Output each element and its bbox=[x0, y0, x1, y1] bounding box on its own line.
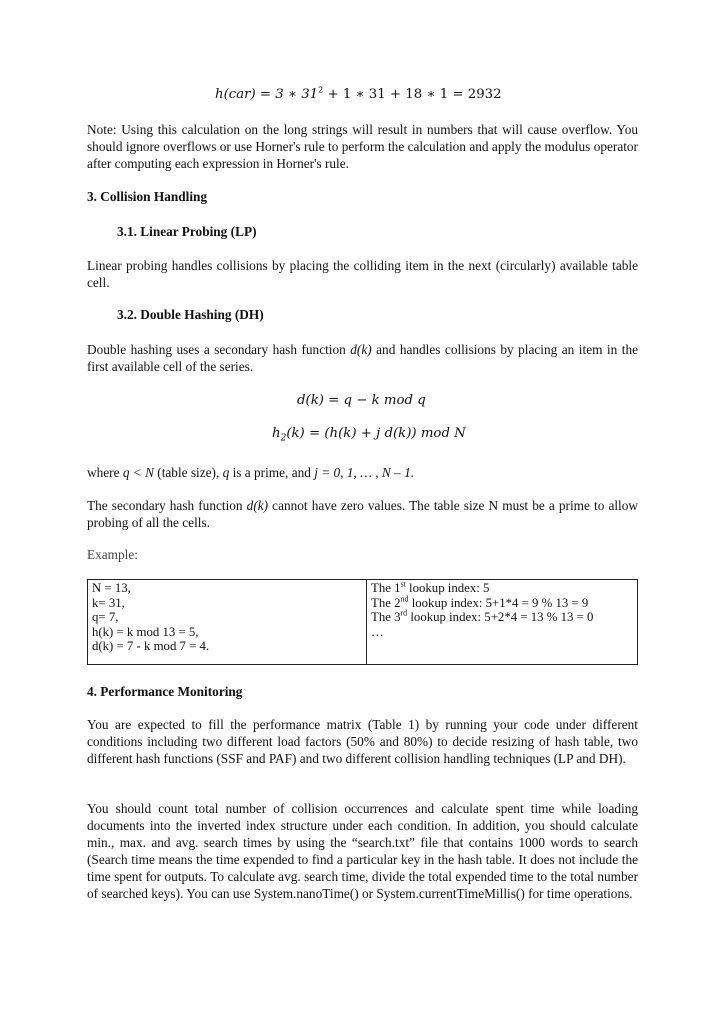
where-1: where bbox=[87, 465, 123, 480]
section-3-2-heading: 3.2. Double Hashing (DH) bbox=[117, 307, 264, 322]
performance-paragraph-2: You should count total number of collision occurrences and calculate spent time while loading documents into the inverted index structure under each condition. In addition, you should calculate min., max. and avg. search times by using the “search.txt” file that contains 1000 words to search (Search time means the time expended to find a particular key in the hash table. It does not include the time spent for outputs. To calculate avg. search time, divide the total expended time to the total number of searched keys). You can use System.nanoTime() or System.currentTimeMillis() for time operations. bbox=[87, 801, 638, 901]
secondary-hash-equation: d(k) = q − k mod q bbox=[297, 393, 426, 408]
dh-text-fn: d(k) bbox=[350, 342, 372, 357]
example-label: Example: bbox=[87, 547, 138, 562]
where-2: (table size), bbox=[153, 465, 223, 480]
note-paragraph: Note: Using this calculation on the long strings will result in numbers that will cause overflow. You should ignore overflows or use Horner's rule to perform the calculation and apply the modulus operator after computing each expression in Horner's rule. bbox=[87, 122, 638, 171]
double-hash-equation bbox=[272, 425, 466, 448]
text2-pre: The secondary hash function bbox=[87, 498, 247, 513]
formula-rhs: + 1 ∗ 31 + 18 ∗ 1 = 2932 bbox=[323, 87, 502, 102]
example-lookups-cell bbox=[367, 580, 638, 665]
formula-lhs: h(car) = 3 ∗ 31 bbox=[215, 87, 319, 102]
dh-text-pre: Double hashing uses a secondary hash function bbox=[87, 342, 351, 357]
lookup-line: The 2nd lookup index: 5+1*4 = 9 % 13 = 9 bbox=[371, 594, 589, 610]
section-4-heading: 4. Performance Monitoring bbox=[87, 684, 243, 699]
text2-post: cannot have zero values. The table size N must be a prime to allow probing of all the cells. bbox=[87, 498, 638, 530]
example-table bbox=[87, 579, 638, 665]
text2-fn: d(k) bbox=[246, 498, 269, 513]
eq2-rest: (k) = (h(k) + j d(k)) mod N bbox=[286, 426, 466, 441]
eq2-h: h bbox=[272, 426, 281, 441]
eq2-subscript: 2 bbox=[280, 433, 287, 444]
table-row bbox=[88, 580, 638, 665]
performance-paragraph-1: You are expected to fill the performance matrix (Table 1) by running your code under different conditions including two different load factors (50% and 80%) to decide resizing of hash table, two different hash functions (SSF and PAF) and two different collision handling techniques (LP and DH). bbox=[87, 717, 638, 766]
formula-exponent: 2 bbox=[318, 85, 324, 95]
param-line: h(k) = k mod 13 = 5, bbox=[92, 624, 199, 639]
where-q2: q bbox=[222, 465, 230, 480]
hash-formula bbox=[215, 86, 502, 103]
param-line: k= 31, bbox=[92, 595, 125, 610]
where-j: j = 0, 1, … , N – 1. bbox=[314, 465, 415, 480]
lookup-line: … bbox=[371, 624, 384, 639]
double-hashing-text bbox=[87, 341, 638, 375]
section-3-heading: 3. Collision Handling bbox=[87, 189, 208, 204]
lookup-line: The 3rd lookup index: 5+2*4 = 13 % 13 = 0 bbox=[371, 608, 594, 625]
dh-text-post: and handles collisions by placing an item in the first available cell of the series. bbox=[87, 342, 638, 374]
linear-probing-text: Linear probing handles collisions by placing the colliding item in the next (circularly) available table cell. bbox=[87, 258, 638, 290]
param-line: d(k) = 7 - k mod 7 = 4. bbox=[92, 639, 210, 654]
lookup-line: The 1st lookup index: 5 bbox=[371, 579, 490, 595]
where-q: q < N bbox=[122, 465, 154, 480]
where-clause bbox=[87, 464, 638, 481]
secondary-hash-constraint bbox=[87, 497, 638, 531]
param-line: q= 7, bbox=[92, 610, 119, 625]
param-line: N = 13, bbox=[92, 581, 131, 595]
where-3: is a prime, and bbox=[229, 465, 315, 480]
example-params-cell bbox=[88, 580, 367, 665]
section-3-1-heading: 3.1. Linear Probing (LP) bbox=[117, 224, 257, 239]
